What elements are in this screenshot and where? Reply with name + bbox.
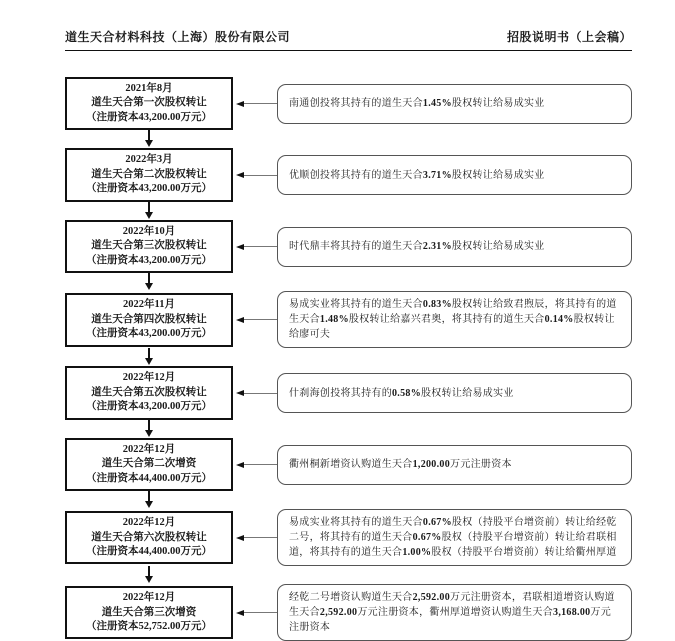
flow-row bbox=[65, 438, 632, 491]
event-text: 易成实业将其持有的道生天合0.83%股权转让给致君煦辰，将其持有的道生天合1.48%股权转让给嘉兴君奥，将其持有的道生天合0.14%股权转让给廖可夫 bbox=[289, 299, 617, 341]
arrow-left-icon bbox=[233, 317, 277, 323]
arrow-down-icon bbox=[65, 130, 632, 148]
arrow-down-icon bbox=[65, 348, 632, 366]
doc-title: 招股说明书（上会稿） bbox=[506, 30, 632, 44]
stage-date: 2022年11月 bbox=[123, 299, 175, 311]
stage-box bbox=[65, 586, 233, 639]
flow-row bbox=[65, 366, 632, 419]
flow-row bbox=[65, 291, 632, 348]
event-box bbox=[277, 445, 632, 485]
stage-box bbox=[65, 148, 233, 201]
stage-title: 道生天合第三次股权转让 bbox=[91, 240, 207, 252]
arrow-left-icon bbox=[233, 390, 277, 396]
stage-date: 2022年3月 bbox=[125, 154, 173, 166]
stage-date: 2022年12月 bbox=[122, 443, 176, 455]
arrow-left-icon bbox=[233, 101, 277, 107]
arrow-left-icon bbox=[233, 462, 277, 468]
stage-box bbox=[65, 511, 233, 564]
flow-row bbox=[65, 584, 632, 641]
arrow-left-icon bbox=[233, 535, 277, 541]
event-box bbox=[277, 84, 632, 124]
flow-row bbox=[65, 77, 632, 130]
stage-capital: （注册资本52,752.00万元） bbox=[86, 621, 212, 632]
event-box bbox=[277, 373, 632, 413]
event-text: 时代鼎丰将其持有的道生天合2.31%股权转让给易成实业 bbox=[289, 241, 545, 253]
arrow-left-icon bbox=[233, 610, 277, 616]
stage-date: 2022年12月 bbox=[122, 592, 176, 604]
event-text: 南通创投将其持有的道生天合1.45%股权转让给易成实业 bbox=[289, 98, 545, 110]
stage-title: 道生天合第一次股权转让 bbox=[91, 97, 207, 109]
event-text: 经乾二号增资认购道生天合2,592.00万元注册资本，君联相道增资认购道生天合2,592.00万元注册资本，衢州厚道增资认购道生天合3,168.00万元注册资本 bbox=[289, 592, 615, 634]
stage-date: 2022年12月 bbox=[122, 517, 176, 529]
stage-capital: （注册资本43,200.00万元） bbox=[86, 111, 212, 123]
stage-capital: （注册资本43,200.00万元） bbox=[86, 328, 212, 340]
stage-box bbox=[65, 220, 233, 273]
event-box bbox=[277, 584, 632, 641]
flow-row bbox=[65, 148, 632, 201]
arrow-down-icon bbox=[65, 202, 632, 220]
stage-date: 2022年10月 bbox=[122, 225, 176, 237]
arrow-down-icon bbox=[65, 420, 632, 438]
arrow-left-icon bbox=[233, 244, 277, 250]
stage-capital: （注册资本43,200.00万元） bbox=[86, 183, 212, 195]
stage-capital: （注册资本44,400.00万元） bbox=[86, 546, 212, 557]
stage-capital: （注册资本44,400.00万元） bbox=[86, 472, 212, 484]
stage-title: 道生天合第二次增资 bbox=[101, 458, 197, 470]
event-box bbox=[277, 155, 632, 195]
stage-capital: （注册资本43,200.00万元） bbox=[86, 254, 212, 266]
company-name: 道生天合材料科技（上海）股份有限公司 bbox=[65, 30, 291, 44]
stage-box bbox=[65, 293, 233, 346]
stage-title: 道生天合第四次股权转让 bbox=[91, 313, 207, 325]
event-box bbox=[277, 291, 632, 348]
stage-title: 道生天合第三次增资 bbox=[101, 606, 197, 618]
flow-row bbox=[65, 509, 632, 566]
flow-row bbox=[65, 220, 632, 273]
event-text: 优顺创投将其持有的道生天合3.71%股权转让给易成实业 bbox=[289, 169, 545, 181]
stage-box bbox=[65, 438, 233, 491]
stage-box bbox=[65, 366, 233, 419]
arrow-left-icon bbox=[233, 172, 277, 178]
event-text: 易成实业将其持有的道生天合0.67%股权（持股平台增资前）转让给经乾二号，将其持有的道生天合0.67%股权（持股平台增资前）转让给君联相道，将其持有的道生天合1.00%股权（持股平台增资前）转让给衢州厚道 bbox=[289, 517, 617, 559]
stage-title: 道生天合第二次股权转让 bbox=[91, 168, 207, 180]
stage-date: 2021年8月 bbox=[125, 83, 173, 94]
stage-title: 道生天合第六次股权转让 bbox=[91, 531, 207, 543]
arrow-down-icon bbox=[65, 491, 632, 509]
equity-flow-diagram bbox=[65, 77, 632, 641]
stage-date: 2022年12月 bbox=[122, 372, 176, 384]
arrow-down-icon bbox=[65, 566, 632, 584]
event-box bbox=[277, 227, 632, 267]
page-header bbox=[65, 28, 632, 51]
event-box bbox=[277, 509, 632, 566]
stage-box bbox=[65, 77, 233, 130]
arrow-down-icon bbox=[65, 273, 632, 291]
stage-capital: （注册资本43,200.00万元） bbox=[86, 401, 212, 413]
stage-title: 道生天合第五次股权转让 bbox=[91, 386, 207, 398]
event-text: 衢州桐新增资认购道生天合1,200.00万元注册资本 bbox=[289, 459, 512, 471]
event-text: 什刹海创投将其持有的0.58%股权转让给易成实业 bbox=[289, 387, 514, 399]
